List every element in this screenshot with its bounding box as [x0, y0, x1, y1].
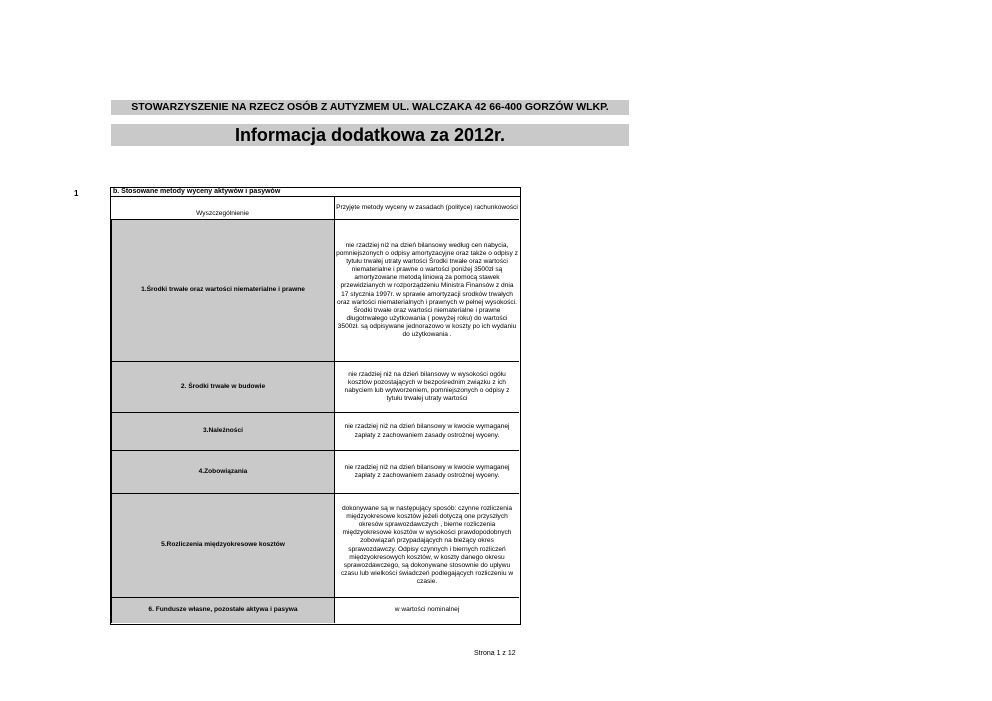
table-row-value: nie rzadziej niż na dzień bilansowy w kwocie wymaganej zapłaty z zachowaniem zasady ostrożnej wyceny. — [335, 413, 519, 451]
table-row-label: 2. Środki trwałe w budowie — [111, 362, 335, 413]
table-row-value: nie rzadziej niż na dzień bilansowy według cen nabycia, pomniejszonych o odpisy amortyzacyjne oraz także o odpisy z tytułu trwałej utraty wartości Środki trwałe oraz wartości niematerialne i prawne o wartości poniżej 3500zł są amortyzowane metodą liniową za pomocą stawek przewidzianych w rozporządzeniu Ministra Finansów z dnia 17 stycznia 1997r. w sprawie amortyzacji srodków trwałych oraz wartości niematerialnych i prawnych w pełnej wysokości. Środki trwałe oraz wartości niematerialne i prawne długotrwałego użytkowania ( powyżej roku) do wartości 3500zł. są odpisywane jednorazowo w koszty po ich wydaniu do użytkowania . — [335, 220, 519, 362]
column-header-item: Wyszczególnienie — [111, 197, 335, 220]
section-number: 1 — [74, 189, 79, 198]
valuation-methods-table — [110, 187, 521, 625]
table-title: b. Stosowane metody wyceny aktywów i pasywów — [111, 188, 520, 197]
table-row-label: 4.Zobowiązania — [111, 451, 335, 494]
page-number: Strona 1 z 12 — [474, 650, 516, 657]
table-row-label: 6. Fundusze własne, pozostałe aktywa i pasywa — [111, 598, 335, 623]
organization-header: STOWARZYSZENIE NA RZECZ OSÓB Z AUTYZMEM UL. WALCZAKA 42 66-400 GORZÓW WLKP. — [111, 100, 629, 115]
table-row-value: nie rzadziej niż na dzień bilansowy w wysokości ogółu kosztów pozostających w bezpośrednim związku z ich nabyciem lub wytworzeniem, pomniejszonych o odpisy z tytułu trwałej utraty wartości — [335, 362, 519, 413]
table-row-label: 5.Rozliczenia międzyokresowe kosztów — [111, 494, 335, 598]
document-title: Informacja dodatkowa za 2012r. — [111, 124, 629, 146]
column-header-method: Przyjęte metody wyceny w zasadach (polityce) rachunkowości — [335, 197, 519, 220]
table-row-value: nie rzadziej niż na dzień bilansowy w kwocie wymaganej zapłaty z zachowaniem zasady ostrożnej wyceny. — [335, 451, 519, 494]
table-row-value: w wartości nominalnej — [335, 598, 519, 623]
table-row-label: 3.Należności — [111, 413, 335, 451]
table-row-label: 1.Środki trwałe oraz wartości niematerialne i prawne — [111, 220, 335, 362]
table-row-value: dokonywane są w następujący sposób: czynne rozliczenia międzyokresowe kosztów jeżeli dotyczą one przyszłych okresów sprawozdawczych , bierne rozliczenia międzyokresowe kosztów w wysokości prawdopodobnych zobowiązań przypadających na bieżący okres sprawozdawczy. Odpisy czynnych i biernych rozliczeń międzyokresowych kosztów, w koszty danego okresu sprawozdawczego, są dokonywane stosownie do upływu czasu lub wielkości świadczeń podlegających rozliczeniu w czasie. — [335, 494, 519, 598]
